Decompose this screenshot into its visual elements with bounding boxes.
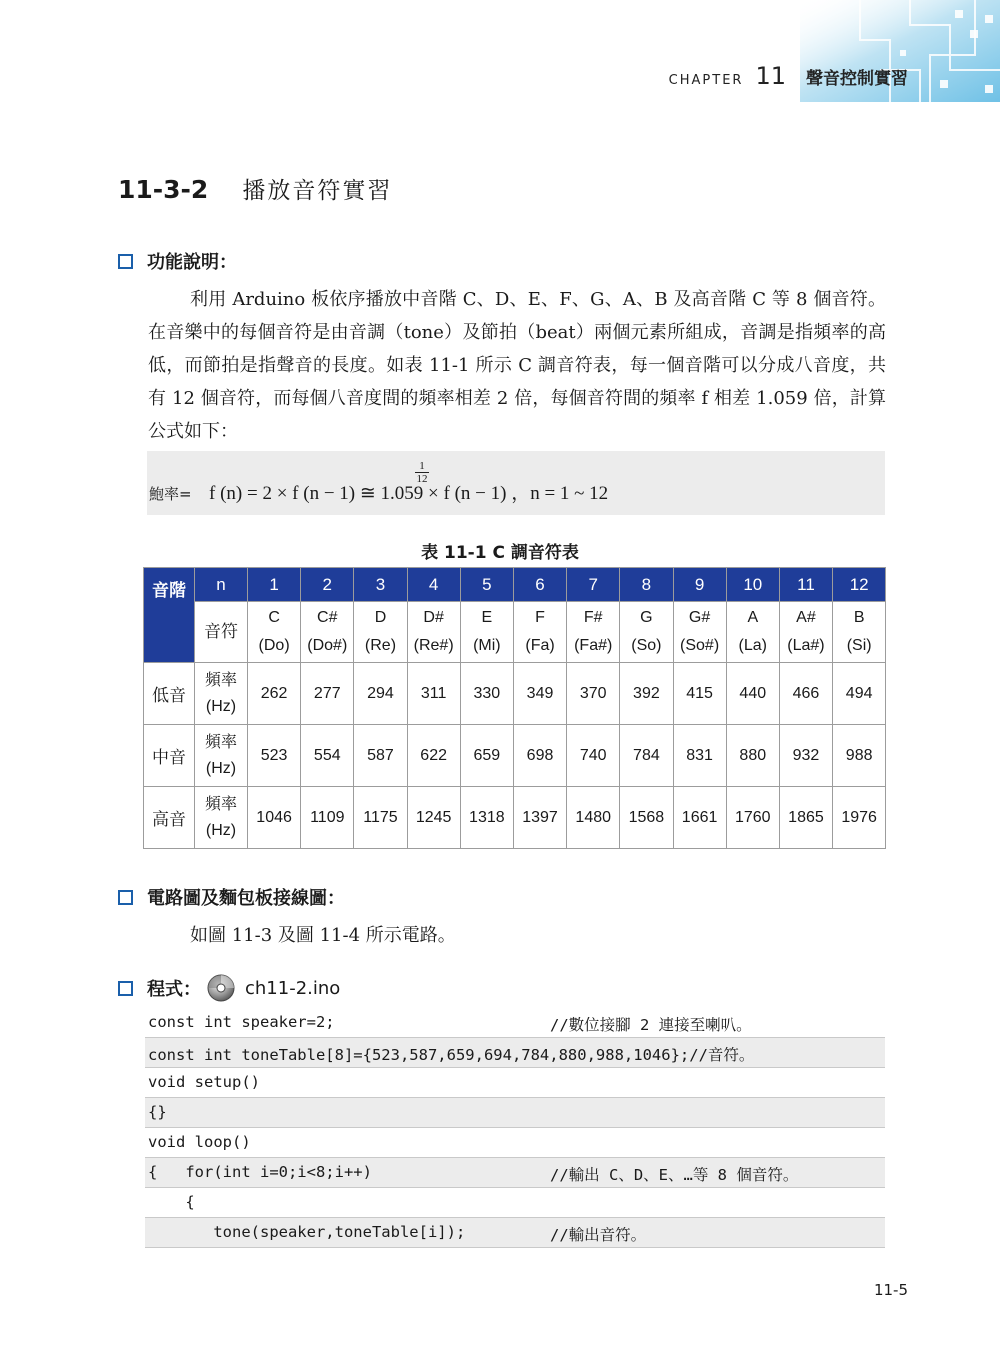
- note-solfege: (La): [738, 637, 767, 654]
- section-title: 播放音符實習: [242, 178, 393, 204]
- chapter-number: 11: [755, 62, 786, 90]
- frequency-unit: (Hz): [205, 697, 237, 715]
- program-heading-label: 程式：: [147, 979, 201, 1000]
- frequency-label: [195, 663, 248, 725]
- code-text: const int toneTable[8]={523,587,659,694,784,880,988,1046};//音符。: [148, 1046, 755, 1064]
- note-solfege: (Re): [364, 637, 397, 654]
- frequency-label: [195, 725, 248, 787]
- program-heading: [118, 974, 340, 1002]
- n-cell: 11: [779, 568, 832, 602]
- frequency-cell: 1976: [833, 787, 886, 849]
- note-name: C#: [317, 609, 338, 626]
- code-line: [145, 1068, 885, 1098]
- octave-label: 低音: [144, 663, 195, 725]
- function-heading-label: 功能說明：: [147, 252, 237, 273]
- note-cell: [673, 602, 726, 663]
- n-cell: 7: [567, 568, 620, 602]
- frequency-cell: 330: [460, 663, 513, 725]
- description-line: 音調是指頻率的高低，而節拍是指聲音的長度。如表 11-1 所示 C 調音符表，每: [148, 322, 887, 376]
- note-name: D#: [423, 609, 444, 626]
- note-cell: [620, 602, 673, 663]
- frequency-cell: 659: [460, 725, 513, 787]
- code-line: [145, 1188, 885, 1218]
- frequency-label-text: 頻率: [204, 733, 237, 751]
- frequency-label: [195, 787, 248, 849]
- frequency-cell: 1865: [779, 787, 832, 849]
- formula-box: [147, 451, 885, 515]
- function-heading: [118, 248, 237, 274]
- frequency-cell: 466: [779, 663, 832, 725]
- table-row: [144, 663, 886, 725]
- code-text: void loop(): [148, 1133, 251, 1151]
- frequency-cell: 880: [726, 725, 779, 787]
- note-label: 音符: [195, 602, 248, 663]
- frequency-cell: 523: [248, 725, 301, 787]
- table-caption: 表 11-1 C 調音符表: [421, 543, 579, 563]
- frequency-cell: 784: [620, 725, 673, 787]
- n-cell: 8: [620, 568, 673, 602]
- note-cell: [407, 602, 460, 663]
- formula-exponent: [415, 460, 429, 485]
- frequency-cell: 1175: [354, 787, 407, 849]
- note-solfege: (La#): [787, 637, 825, 654]
- n-cell: 12: [833, 568, 886, 602]
- n-cell: 1: [248, 568, 301, 602]
- formula-label: 鮑率=: [149, 485, 192, 503]
- n-cell: 10: [726, 568, 779, 602]
- table-row: [144, 568, 886, 602]
- frequency-unit: (Hz): [205, 821, 237, 839]
- table-row: [144, 787, 886, 849]
- scale-header: 音階: [144, 568, 195, 663]
- note-solfege: (Fa#): [574, 637, 613, 654]
- note-cell: [301, 602, 354, 663]
- code-text: void setup(): [148, 1073, 260, 1091]
- table-row: [144, 602, 886, 663]
- note-name: C: [268, 609, 280, 626]
- code-text: tone(speaker,toneTable[i]);: [148, 1223, 466, 1241]
- square-bullet-icon: [118, 254, 133, 269]
- program-filename: ch11-2.ino: [245, 977, 341, 999]
- code-text: {}: [148, 1103, 167, 1121]
- frequency-cell: 370: [567, 663, 620, 725]
- note-solfege: (Re#): [413, 637, 454, 654]
- frequency-cell: 294: [354, 663, 407, 725]
- frequency-cell: 277: [301, 663, 354, 725]
- page-number: 11-5: [873, 1281, 908, 1299]
- octave-label: 高音: [144, 787, 195, 849]
- note-solfege: (Mi): [473, 637, 501, 654]
- code-listing: [145, 1008, 885, 1248]
- description-line: 一個音階可以分成八音度，共有 12 個音符，而每個八音度間的頻率相差 2 倍，: [148, 355, 886, 409]
- n-cell: 4: [407, 568, 460, 602]
- function-description: [148, 283, 886, 448]
- frequency-cell: 494: [833, 663, 886, 725]
- frequency-cell: 1397: [513, 787, 566, 849]
- note-cell: [354, 602, 407, 663]
- circuit-description: 如圖 11-3 及圖 11-4 所示電路。: [190, 925, 456, 946]
- note-cell: [460, 602, 513, 663]
- note-solfege: (So#): [680, 637, 720, 654]
- note-cell: [726, 602, 779, 663]
- note-cell: [779, 602, 832, 663]
- frequency-cell: 1046: [248, 787, 301, 849]
- circuit-heading-label: 電路圖及麵包板接線圖：: [147, 888, 345, 909]
- chapter-label: CHAPTER: [668, 73, 744, 88]
- frequency-cell: 392: [620, 663, 673, 725]
- square-bullet-icon: [118, 981, 133, 996]
- frequency-cell: 587: [354, 725, 407, 787]
- frequency-cell: 932: [779, 725, 832, 787]
- code-line: [145, 1038, 885, 1068]
- frequency-cell: 311: [407, 663, 460, 725]
- note-name: E: [481, 609, 493, 626]
- description-paragraph: [148, 283, 886, 448]
- n-cell: 6: [513, 568, 566, 602]
- formula-expression: f (n) = 2 × f (n − 1) ≅ 1.059 × f (n − 1) ，n = 1 ~ 12: [209, 483, 609, 504]
- frequency-cell: 1661: [673, 787, 726, 849]
- description-line: 利用 Arduino 板依序播放中音階 C、D、E、F、G、A、B 及高音階 C 等 8 個: [190, 289, 832, 310]
- code-comment: //輸出音符。: [550, 1226, 647, 1244]
- code-line: [145, 1218, 885, 1248]
- code-line: [145, 1098, 885, 1128]
- note-cell: [248, 602, 301, 663]
- code-line: [145, 1008, 885, 1038]
- note-name: A#: [796, 609, 816, 626]
- frequency-cell: 554: [301, 725, 354, 787]
- frequency-cell: 698: [513, 725, 566, 787]
- exponent-numerator: 1: [415, 460, 429, 473]
- note-solfege: (So): [631, 637, 662, 654]
- note-cell: [513, 602, 566, 663]
- note-name: F#: [583, 609, 603, 626]
- n-header: n: [195, 568, 248, 602]
- frequency-cell: 740: [567, 725, 620, 787]
- note-name: A: [747, 609, 759, 626]
- table-row: [144, 725, 886, 787]
- n-cell: 2: [301, 568, 354, 602]
- note-solfege: (Fa): [525, 637, 555, 654]
- note-name: F: [535, 609, 545, 626]
- n-cell: 9: [673, 568, 726, 602]
- note-name: G: [640, 609, 653, 626]
- frequency-cell: 440: [726, 663, 779, 725]
- frequency-cell: 622: [407, 725, 460, 787]
- frequency-cell: 1109: [301, 787, 354, 849]
- n-cell: 5: [460, 568, 513, 602]
- frequency-cell: 1480: [567, 787, 620, 849]
- code-text: {: [148, 1193, 195, 1211]
- frequency-cell: 1318: [460, 787, 513, 849]
- note-name: D: [374, 609, 387, 626]
- section-heading: [118, 172, 392, 205]
- code-comment: //數位接腳 2 連接至喇叭。: [550, 1016, 752, 1034]
- note-cell: [833, 602, 886, 663]
- section-number: 11-3-2: [118, 175, 209, 204]
- frequency-cell: 1245: [407, 787, 460, 849]
- frequency-label-text: 頻率: [204, 795, 237, 813]
- frequency-cell: 831: [673, 725, 726, 787]
- note-solfege: (Si): [846, 637, 872, 654]
- note-solfege: (Do): [258, 637, 290, 654]
- frequency-cell: 262: [248, 663, 301, 725]
- description-line: 音符。在音樂中的每個音符是由音調（tone）及節拍（beat）兩個元素所組成，: [148, 289, 886, 343]
- code-text: const int speaker=2;: [148, 1013, 335, 1031]
- octave-label: 中音: [144, 725, 195, 787]
- code-line: [145, 1158, 885, 1188]
- note-solfege: (Do#): [307, 637, 348, 654]
- note-name: G#: [688, 609, 711, 626]
- frequency-cell: 1568: [620, 787, 673, 849]
- note-name: B: [853, 609, 865, 626]
- chapter-header: [669, 62, 908, 90]
- exponent-denominator: 12: [416, 473, 428, 485]
- square-bullet-icon: [118, 890, 133, 905]
- frequency-cell: 415: [673, 663, 726, 725]
- frequency-cell: 988: [833, 725, 886, 787]
- code-line: [145, 1128, 885, 1158]
- cd-disc-icon: [207, 974, 235, 1002]
- description-line: 每個音符間的頻率 f 相差 1.059 倍，計算公式如下：: [148, 388, 887, 442]
- circuit-heading: [118, 884, 345, 910]
- frequency-label-text: 頻率: [204, 671, 237, 689]
- code-comment: //輸出 C、D、E、…等 8 個音符。: [550, 1166, 799, 1184]
- frequency-cell: 1760: [726, 787, 779, 849]
- code-text: { for(int i=0;i<8;i++): [148, 1163, 372, 1181]
- note-cell: [567, 602, 620, 663]
- note-frequency-table: [143, 567, 886, 849]
- frequency-unit: (Hz): [205, 759, 237, 777]
- chapter-title: 聲音控制實習: [806, 69, 908, 89]
- n-cell: 3: [354, 568, 407, 602]
- frequency-cell: 349: [513, 663, 566, 725]
